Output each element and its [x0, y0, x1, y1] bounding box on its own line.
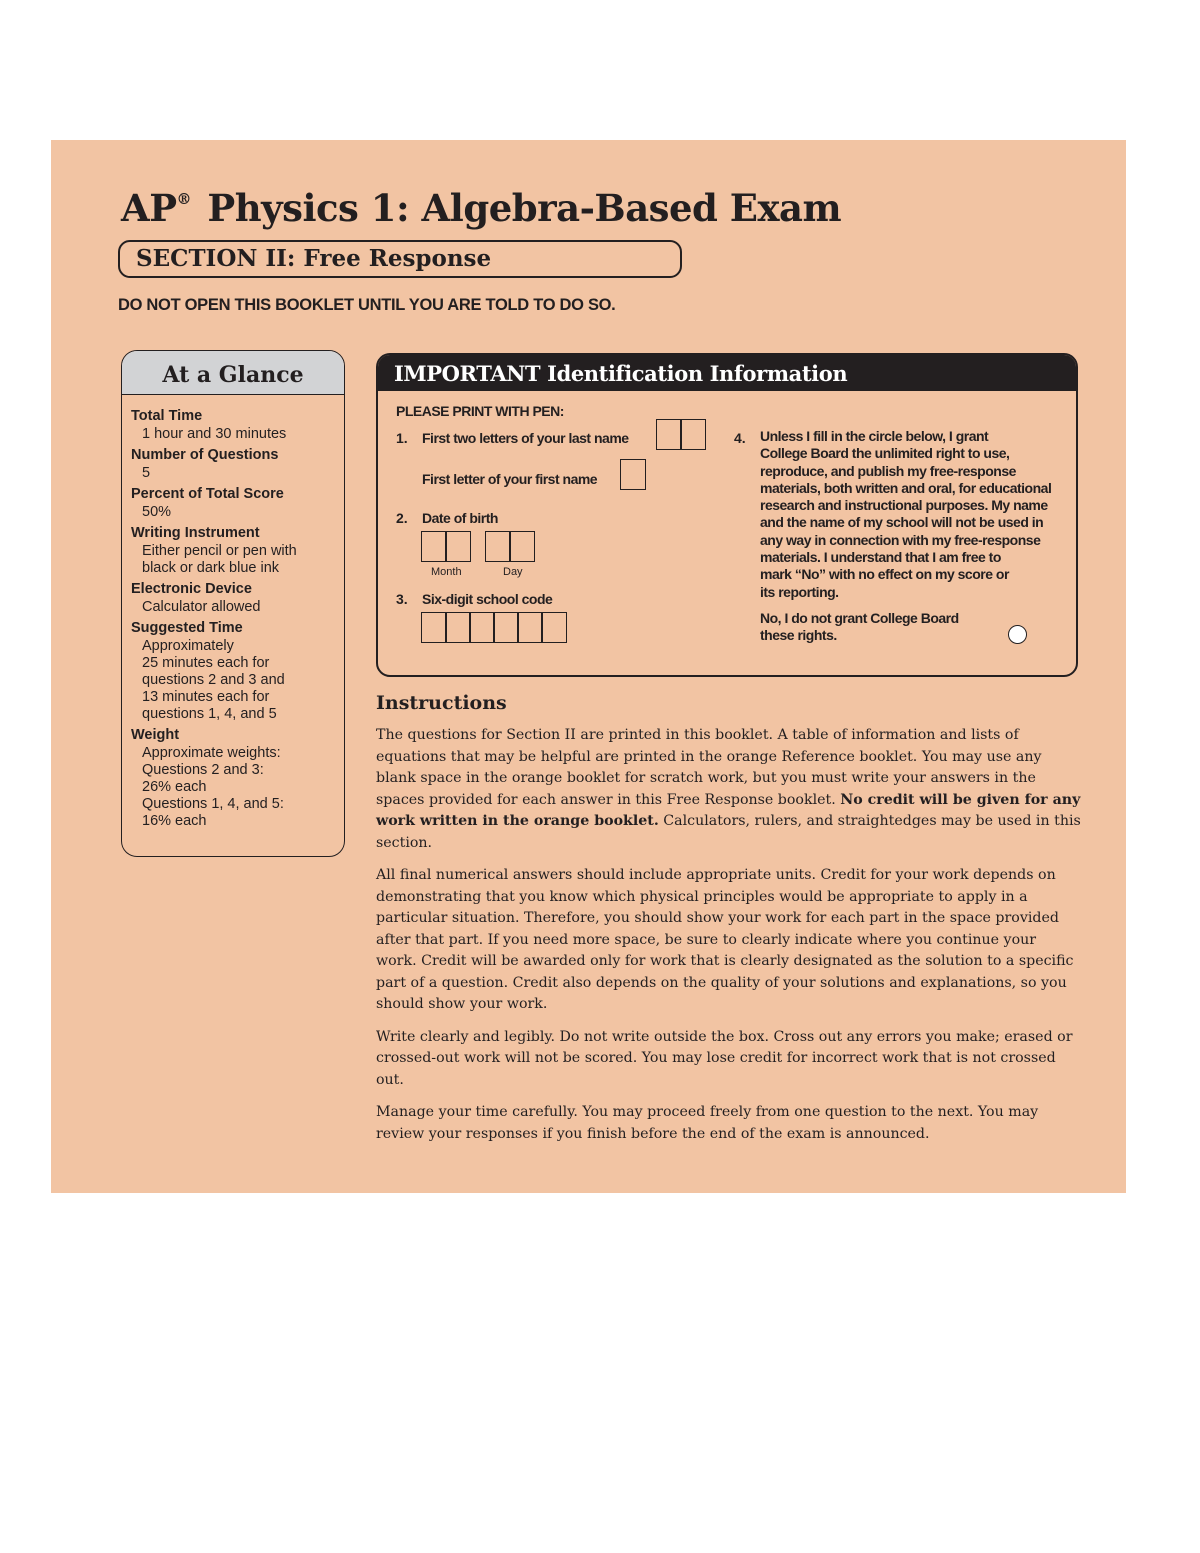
suggested-time-value: Approximately 25 minutes each for questions 2 and 3 and 13 minutes each for questions 1, 4, and 5	[142, 638, 285, 722]
last-name-letter-boxes[interactable]	[656, 419, 704, 450]
digit-box[interactable]	[469, 612, 495, 643]
do-not-open-warning: DO NOT OPEN THIS BOOKLET UNTIL YOU ARE TOLD TO DO SO.	[118, 296, 616, 314]
suggested-time-label: Suggested Time	[131, 620, 243, 636]
electronic-device-label: Electronic Device	[131, 581, 252, 597]
digit-box[interactable]	[445, 531, 471, 562]
instructions-paragraph-2: All final numerical answers should include appropriate units. Credit for your work depends on demonstrating that you know which physical principles would be appropriate to apply in a particular situation. Therefore, you should show your work for each part in the space provided after that part. If you need more space, be sure to clearly indicate where you continue your work. Credit will be awarded only for work that is clearly designated as the solution to a specific part of a question. Credit also depends on the quality of your solutions and explanations, so you should show your work.	[376, 867, 1074, 1012]
digit-box[interactable]	[485, 531, 511, 562]
digit-box[interactable]	[421, 531, 447, 562]
month-label: Month	[431, 566, 462, 578]
school-code-boxes[interactable]	[421, 612, 565, 643]
num-questions-label: Number of Questions	[131, 447, 279, 463]
instructions-heading: Instructions	[376, 692, 507, 714]
date-of-birth-label: Date of birth	[422, 510, 498, 526]
birth-day-boxes[interactable]	[485, 531, 533, 562]
first-name-label: First letter of your first name	[422, 471, 598, 487]
percent-score-value: 50%	[142, 504, 172, 520]
school-code-label: Six-digit school code	[422, 591, 553, 607]
electronic-device-value: Calculator allowed	[142, 599, 261, 615]
instructions-paragraph-3: Write clearly and legibly. Do not write outside the box. Cross out any errors you make; erased or crossed-out work will not be scored. You may lose credit for incorrect work that is not crossed out.	[376, 1028, 1073, 1088]
letter-box[interactable]	[620, 459, 646, 490]
q3-number: 3.	[396, 591, 408, 607]
instructions-paragraph-1: The questions for Section II are printed in this booklet. A table of information and lists of equations that may be helpful are printed in the orange Reference booklet. You may use any blank space in the orange booklet for scratch work, but you must write your answers in the spaces provided for each answer in this Free Response booklet. No credit will be given for any work written in the orange booklet. Calculators, rulers, and straightedges may be used in this section.	[376, 727, 1081, 851]
at-a-glance-panel	[121, 350, 345, 857]
digit-box[interactable]	[421, 612, 447, 643]
digit-box[interactable]	[493, 612, 519, 643]
q1-number: 1.	[396, 430, 408, 446]
weight-value: Approximate weights: Questions 2 and 3: 26% each Questions 1, 4, and 5: 16% each	[142, 745, 284, 829]
num-questions-value: 5	[142, 465, 151, 481]
letter-box[interactable]	[680, 419, 706, 450]
print-with-pen-label: PLEASE PRINT WITH PEN:	[396, 403, 564, 419]
total-time-value: 1 hour and 30 minutes	[142, 426, 287, 442]
writing-instrument-value: Either pencil or pen with black or dark blue ink	[142, 543, 297, 576]
identification-heading: IMPORTANT Identification Information	[378, 355, 1076, 391]
identification-box	[376, 353, 1078, 677]
letter-box[interactable]	[656, 419, 682, 450]
day-label: Day	[503, 566, 523, 578]
decline-rights-radio[interactable]	[1008, 625, 1027, 644]
instructions-paragraph-4: Manage your time carefully. You may proceed freely from one question to the next. You may review your responses if you finish before the end of the exam is announced.	[376, 1104, 1039, 1142]
digit-box[interactable]	[445, 612, 471, 643]
q2-number: 2.	[396, 510, 408, 526]
rights-statement: Unless I fill in the circle below, I grant College Board the unlimited right to use, reproduce, and publish my free-response materials, both written and oral, for educational research and instructional purposes. My name and the name of my school will not be used in any way in connection with my free-response materials. I understand that I am free to mark “No” with no effect on my score or its reporting. No, I do not grant College Board these rights.	[760, 428, 1052, 644]
digit-box[interactable]	[517, 612, 543, 643]
total-time-label: Total Time	[131, 408, 203, 424]
digit-box[interactable]	[509, 531, 535, 562]
exam-title: AP® Physics 1: Algebra-Based Exam	[121, 186, 842, 230]
instructions-text	[376, 725, 1081, 1156]
writing-instrument-label: Writing Instrument	[131, 525, 260, 541]
birth-month-boxes[interactable]	[421, 531, 469, 562]
section-label: SECTION II: Free Response	[118, 240, 682, 278]
last-name-label: First two letters of your last name	[422, 430, 629, 446]
at-a-glance-heading: At a Glance	[122, 351, 344, 395]
q4-number: 4.	[734, 430, 746, 446]
digit-box[interactable]	[541, 612, 567, 643]
exam-cover	[51, 140, 1126, 1193]
first-name-letter-box[interactable]	[620, 459, 644, 490]
percent-score-label: Percent of Total Score	[131, 486, 284, 502]
weight-label: Weight	[131, 727, 180, 743]
